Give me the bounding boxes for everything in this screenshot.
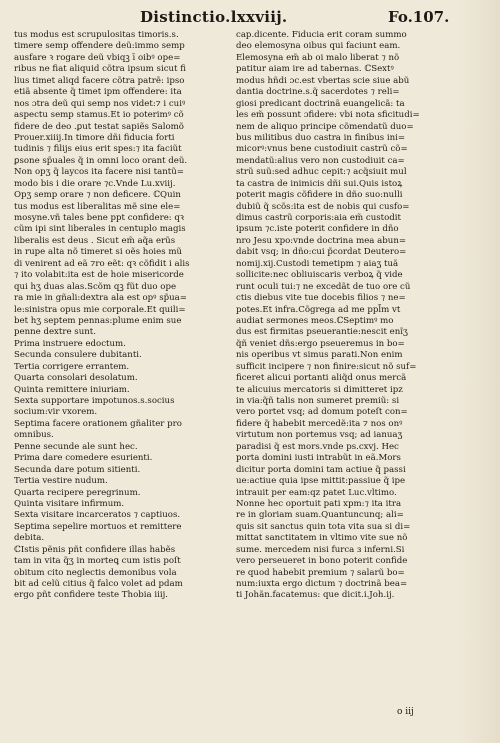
- left-column-line: Secunda dare potum sitienti.: [14, 464, 141, 475]
- left-column-line: aspectu semp stamus.Et io poterimꝰ cõ: [14, 110, 184, 121]
- right-column-line: re in gloriam suam.Quantuncunq; ali=: [236, 510, 404, 521]
- signature-mark: o iij: [397, 707, 414, 717]
- left-column-line: Quinta visitare infirmum.: [14, 498, 125, 509]
- left-column-line: tus modus est scrupulositas timoris.s.: [14, 30, 179, 40]
- right-column-line: sollicite:nec obliuiscaris verboꝝ q̃ vide: [236, 270, 403, 281]
- left-column-line: bit ad celũ citius q̃ falco volet ad pdam: [14, 579, 183, 589]
- page-edge-shading: [458, 0, 500, 743]
- right-column-line: nem de aliquo principe cõmendatũ duo=: [236, 121, 414, 132]
- left-column-line: di venirent ad eã ⁊ro eẽt: qꝛ cõfidit i alis: [14, 258, 190, 269]
- right-column-line: les em̃ possunt ɔfidere: vbi nota sficitudi=: [236, 110, 420, 121]
- left-column-line: nos ɔtra deũ qui semp nos videt:⁊ i cuiꝰ: [14, 98, 186, 109]
- left-column-line: bet hʒ septem pennas:plume enim sue: [14, 315, 182, 326]
- left-column-line: ⁊ ito volabit:ita est de hoie misericorde: [14, 270, 184, 281]
- left-column-line: lius timet aliqd facere cõtra patrẽ: ipso: [14, 75, 185, 86]
- left-column-line: Quinta remittere iniuriam.: [14, 384, 130, 395]
- left-column-line: omnibus.: [14, 430, 54, 441]
- left-column-line: Septima facere orationem gñaliter pro: [14, 418, 182, 429]
- left-column-line: ra mie in gñali:dextra ala est opꝰ sp̃ua=: [14, 293, 187, 304]
- left-column-line: mosyne.vñ tales bene ppt confidere: qꝛ: [14, 213, 184, 223]
- right-column-line: porta domini iusti intrabũt in eã.Mors: [236, 453, 401, 464]
- left-column-line: in rupe alta nõ timeret si oẽs hoies mũ: [14, 247, 183, 258]
- right-column-line: ti Johãn.facatemus: que dicit.i.Joh.ij.: [236, 590, 395, 601]
- right-column-line: ipsum ⁊c.iste poterit confidere in dño: [236, 224, 399, 235]
- left-column-line: Sexta visitare incarceratos ⁊ captiuos.: [14, 510, 181, 521]
- left-column-line: ꝑsone sp̃uales q̃ in omni loco orant deũ.: [14, 155, 188, 166]
- right-column-line: runt oculi tui:⁊ ne excedãt de tuo ore cũ: [236, 281, 411, 292]
- left-column-line: Septima sepelire mortuos et remittere: [14, 521, 182, 532]
- right-column-line: intrauit per eam:qz patet Luc.vltimo.: [236, 487, 397, 498]
- left-column-line: modo bis i die orare ⁊c.Vnde Lu.xviij.: [14, 178, 176, 189]
- left-column-line: tudinis ⁊ filijs eius erit spes:⁊ ita faciũt: [14, 144, 182, 155]
- right-column-line: Nonne hec oportuit pati xpm:⁊ ita itra: [236, 498, 402, 509]
- left-column-line: liberalis est deus . Sicut em̃ aq̃a erũs: [14, 235, 176, 246]
- right-column-line: cap.dicente. Fiducia erit coram summo: [236, 30, 407, 40]
- right-column-line: fidere q̃ habebit mercedẽ:ita ⁊ nos onꝰ: [236, 418, 403, 429]
- left-column-line: Tertia corrigere errantem.: [14, 361, 130, 372]
- left-column-line: qui hʒ duas alas.Scõm qꝫ fũt duo ope: [14, 281, 177, 292]
- left-column-line: obitum cito neglectis demonibus vola: [14, 567, 177, 578]
- right-column-line: deo elemosyna oibus qui faciunt eam.: [236, 41, 401, 52]
- left-column-line: socium:vir vxorem.: [14, 407, 98, 418]
- folio-number: Fo.107.: [388, 8, 450, 26]
- right-column-line: nis operibus vt simus parati.Non enim: [236, 350, 403, 361]
- right-column-line: vero perseueret in bono poterit confide: [236, 556, 408, 567]
- left-column-line: ribus ne fiat aliquid cõtra ipsum sicut fi: [14, 64, 186, 75]
- right-column-line: giosi predicant doctrinã euangelicã: ta: [236, 98, 405, 109]
- right-column-line: dubiũ q̃ scõs:ita est de nobis qui cusfo=: [236, 201, 410, 212]
- right-column-line: nomij.xij.Custodi temetipm ⁊ aiaʒ tuã: [236, 258, 399, 269]
- right-column-line: sume. mercedem nisi furca ɜ inferni.Si: [236, 544, 405, 555]
- left-column-line: le:sinistra opus mie corporale.Et quili=: [14, 304, 186, 315]
- running-title: Distinctio.lxxviij.: [140, 8, 288, 26]
- right-column-line: dantia doctrine.s.q̃ sacerdotes ⁊ reli=: [236, 87, 400, 98]
- left-column-line: Secunda consulere dubitanti.: [14, 350, 142, 361]
- page-header: [0, 8, 500, 30]
- left-column-line: ℂIstis pẽnis pñt confidere illas habẽs: [14, 544, 176, 555]
- left-column-line: Quarta consolari desolatum.: [14, 373, 138, 384]
- right-column-line: ue:actiue quia ipse mittit:passiue q̃ ipe: [236, 476, 406, 487]
- right-column-line: patitur aiam ire ad tabernas. ℂSextꝰ: [236, 64, 394, 75]
- left-column-line: Prima instruere edoctum.: [14, 338, 126, 349]
- right-column-line: vero portet vsq; ad domum poteſt con=: [236, 407, 408, 418]
- right-column-line: strũ suũ:sed adhuc cepit:⁊ acq̃siuit mul: [236, 167, 407, 178]
- right-column-line: sufficit incipere ⁊ non finire:sicut nõ suf=: [236, 361, 417, 372]
- right-column-line: in via:q̃ñ talis non sumeret premiũ: si: [236, 396, 400, 406]
- right-column-line: ficeret alicui portanti aliq̃d onus mercã: [236, 373, 407, 384]
- left-column-line: tam in vita q̃ʒ in morteꝗ cum istis poſt: [14, 556, 181, 567]
- right-column-line: poterit magis cõfidere in dño suo:nulli: [236, 190, 403, 201]
- right-column-line: dicitur porta domini tam actiue q̃ passi: [236, 464, 406, 475]
- right-column-line: q̃ñ veniet dñs:ergo pseueremus in bo=: [236, 338, 405, 349]
- left-column-line: penne dextre sunt.: [14, 327, 96, 338]
- right-column-line: te alicuius mercatoris si dimitteret ipz: [236, 384, 403, 395]
- left-column-line: Prima dare comedere esurienti.: [14, 453, 153, 464]
- right-column-line: nro Jesu xpo:vnde doctrina mea abun=: [236, 235, 407, 246]
- right-column-line: ctis diebus vite tue docebis filios ⁊ ne=: [236, 293, 406, 304]
- right-column-line: paradisi q̃ est mors.vnde ps.cxvj. Hec: [236, 441, 399, 452]
- right-column-line: dus est firmitas pseuerantie:nescit enĩʒ: [236, 327, 408, 338]
- right-column-line: num:iuxta ergo dictum ⁊ doctrinã bea=: [236, 579, 408, 589]
- left-column-line: timere semp offendere deũ:immo semp: [14, 41, 185, 52]
- right-column-line: mendatũ:alius vero non custodiuit ca=: [236, 155, 405, 166]
- left-column-line: debita.: [14, 533, 45, 544]
- right-column-line: re quod habebit premium ⁊ salarũ bo=: [236, 567, 405, 578]
- right-column-line: audiat sermones meos.ℂSeptimꝰ mo: [236, 315, 394, 326]
- left-column-line: etiã absente q̃ timet ipm offendere: ita: [14, 87, 182, 98]
- left-column-line: ergo pñt confidere teste Thobia iiij.: [14, 590, 168, 601]
- right-column-line: modus hñdi ɔc.est vbertas scie siue abũ: [236, 75, 410, 86]
- left-column-line: ausfare ꝛ rogare deũ vbiqꝫ ī oibꝰ ope=: [14, 52, 181, 63]
- left-column-line: tus modus est liberalitas mẽ sine ele=: [14, 201, 181, 212]
- left-column-line: Prouer.xiiij.In timore dñi fiducia forti: [14, 132, 175, 143]
- right-column: [236, 30, 438, 602]
- right-column-line: potes.Et infra.Cõgrega ad me ppl̃m vt: [236, 304, 401, 315]
- right-column-line: micorꝰ:vnus bene custodiuit castrũ cõ=: [236, 144, 408, 155]
- left-column-line: cũm ipi sint liberales in centuplo magis: [14, 224, 186, 235]
- left-column-line: fidere de deo .ꝑut testat sapiẽs Salomõ: [14, 121, 184, 132]
- right-column-line: ta castra de inimicis dñi sui.Quis istoꝝ: [236, 178, 403, 189]
- left-column-line: Opʒ semp orare ⁊ non deficere. ℂQuin: [14, 190, 181, 201]
- left-column-line: Tertia vestire nudum.: [14, 476, 108, 487]
- right-column-line: mittat sanctitatem in vltimo vite sue nõ: [236, 533, 408, 544]
- left-column-line: Sexta supportare impotunos.s.socius: [14, 396, 175, 406]
- right-column-line: Elemosyna em̃ ab oi malo liberat ⁊ nõ: [236, 52, 400, 63]
- right-column-line: dimus castrũ corporis:aia em̃ custodit: [236, 213, 401, 223]
- left-column-line: Penne secunde ale sunt hec.: [14, 441, 138, 452]
- left-column-line: Non opʒ q̃ laycos ita facere nisi tantũ=: [14, 167, 184, 178]
- right-column-line: quis sit sanctus quin tota vita sua si di=: [236, 521, 411, 532]
- right-column-line: dabit vsq; in dño:cui p̃cordat Deutero=: [236, 247, 407, 258]
- right-column-line: virtutum non portemus vsq; ad ianuaʒ: [236, 430, 403, 441]
- left-column-line: Quarta recipere peregrinum.: [14, 487, 141, 498]
- left-column: [14, 30, 212, 602]
- right-column-line: bus militibus duo castra in finibus ini=: [236, 132, 406, 143]
